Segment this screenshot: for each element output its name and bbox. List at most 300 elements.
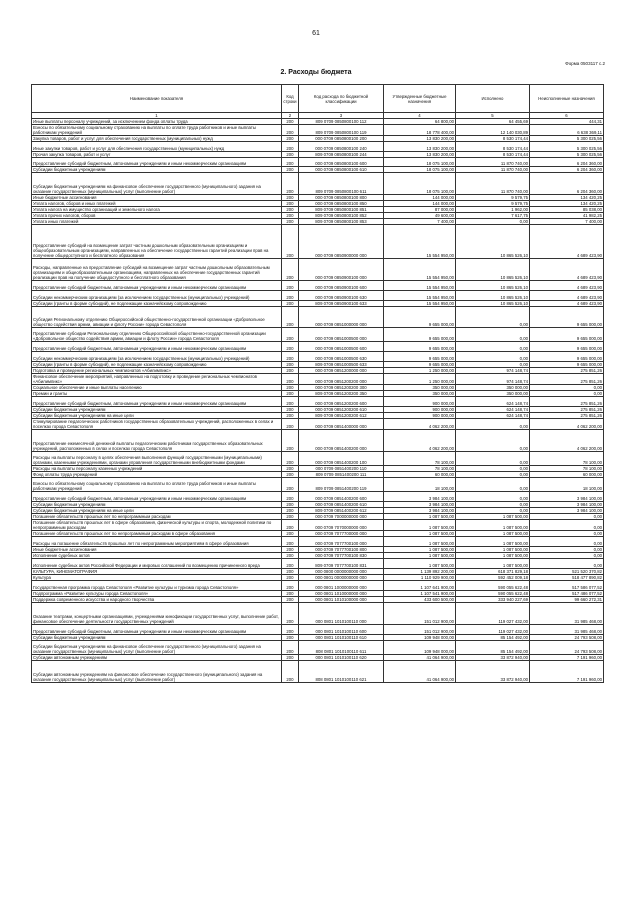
row-code: 200 xyxy=(282,419,299,430)
row-classifier: 809 0709 0851200200 612 xyxy=(299,413,384,419)
row-name: Поддержка современного искусства и народного творчества xyxy=(32,597,282,603)
row-code: 200 xyxy=(282,603,299,625)
row-classifier: 809 0709 0851200200 350 xyxy=(299,391,384,397)
row-code: 200 xyxy=(282,661,299,683)
row-approved: 87 000,00 xyxy=(384,207,456,213)
col-number: 4 xyxy=(384,113,456,119)
row-code: 200 xyxy=(282,368,299,374)
row-executed: 7 617,75 xyxy=(456,213,530,219)
row-name: Финансовое обеспечение мероприятий, направленных на подготовку и проведение региональных чемпионатов «Абилимпикс» xyxy=(32,374,282,385)
row-approved: 900 000,00 xyxy=(384,397,456,407)
row-approved: 350 000,00 xyxy=(384,385,456,391)
row-executed: 0,00 xyxy=(456,472,530,478)
table-row xyxy=(32,374,604,385)
row-remaining: 31 985 468,00 xyxy=(530,625,604,635)
table-row xyxy=(32,661,604,683)
row-remaining: 24 793 508,00 xyxy=(530,641,604,655)
row-remaining: 518 477 890,82 xyxy=(530,575,604,581)
row-name: Уплата прочих налогов, сборов xyxy=(32,213,282,219)
row-remaining: 99 660 272,31 xyxy=(530,597,604,603)
row-name: Предоставление субсидий бюджетным, автономным учреждениям и иным некоммерческим организациям xyxy=(32,342,282,352)
col-number: 1 xyxy=(32,113,282,119)
col-number: 5 xyxy=(456,113,530,119)
row-classifier: 000 0709 0850900000 000 xyxy=(299,225,384,259)
row-code: 200 xyxy=(282,514,299,520)
row-code: 200 xyxy=(282,478,299,492)
row-name: Иные бюджетные ассигнования xyxy=(32,547,282,553)
row-remaining: 7 191 960,00 xyxy=(530,655,604,661)
row-name: Премии и гранты xyxy=(32,391,282,397)
row-executed: 33 872 940,00 xyxy=(456,661,530,683)
row-code: 200 xyxy=(282,301,299,307)
row-classifier: 000 0709 7077700100 000 xyxy=(299,537,384,547)
row-classifier: 000 0709 0851000500 600 xyxy=(299,342,384,352)
row-classifier: 000 0801 1010100110 000 xyxy=(299,603,384,625)
row-remaining: 517 486 077,52 xyxy=(530,591,604,597)
row-executed: 64 455,69 xyxy=(456,119,530,125)
row-executed: 10 865 526,10 xyxy=(456,301,530,307)
row-executed: 8 530 174,44 xyxy=(456,136,530,142)
row-code: 200 xyxy=(282,575,299,581)
row-classifier: 000 0709 0850800100 610 xyxy=(299,167,384,173)
row-remaining: 0,00 xyxy=(530,514,604,520)
row-remaining: 275 851,26 xyxy=(530,368,604,374)
row-name: Субсидия Региональному отделению Общероссийской общественно-государственной организации «Добровольное общество содействия армии, авиации и флоту России» города Севастополя xyxy=(32,307,282,328)
row-approved: 15 554 950,00 xyxy=(384,291,456,301)
row-executed: 0,00 xyxy=(456,430,530,452)
row-approved: 1 110 929 900,00 xyxy=(384,575,456,581)
row-classifier: 000 0709 0850800100 240 xyxy=(299,142,384,152)
row-approved: 3 984 100,00 xyxy=(384,508,456,514)
row-executed: 0,00 xyxy=(456,352,530,362)
row-classifier: 808 0801 1010100110 621 xyxy=(299,661,384,683)
table-row xyxy=(32,142,604,152)
row-name: Иные бюджетные ассигнования xyxy=(32,195,282,201)
row-name: Субсидии бюджетным учреждениям xyxy=(32,167,282,173)
row-code: 200 xyxy=(282,492,299,502)
row-code: 200 xyxy=(282,259,299,281)
row-code: 200 xyxy=(282,655,299,661)
table-row xyxy=(32,591,604,597)
row-executed: 974 148,74 xyxy=(456,374,530,385)
row-approved: 1 107 641 900,00 xyxy=(384,581,456,591)
row-code: 200 xyxy=(282,195,299,201)
row-remaining: 5 300 025,56 xyxy=(530,136,604,142)
row-executed: 11 870 740,00 xyxy=(456,167,530,173)
row-classifier: 000 0709 0851400200 000 xyxy=(299,430,384,452)
row-name: Предоставление субсидий бюджетным, автономным учреждениям и иным некоммерческим организациям xyxy=(32,281,282,291)
table-row xyxy=(32,136,604,142)
row-approved: 151 012 900,00 xyxy=(384,625,456,635)
row-classifier: 000 0709 0850900100 600 xyxy=(299,281,384,291)
table-row xyxy=(32,368,604,374)
row-name: Погашение обязательств прошлых лет в сфере образования, физической культуры и спорта, молодежной политики по непрограммным расходам xyxy=(32,520,282,531)
row-approved: 41 064 900,00 xyxy=(384,661,456,683)
row-classifier: 000 0709 0850800100 850 xyxy=(299,201,384,207)
table-row xyxy=(32,291,604,301)
col-header-approved: Утвержденные бюджетные назначения xyxy=(384,85,456,113)
row-approved: 3 984 100,00 xyxy=(384,492,456,502)
row-name: Иные закупки товаров, работ и услуг для обеспечения государственных (муниципальных) нужд xyxy=(32,142,282,152)
row-remaining: 7 191 960,00 xyxy=(530,661,604,683)
row-approved: 1 087 500,00 xyxy=(384,520,456,531)
row-approved: 9 655 000,00 xyxy=(384,328,456,342)
row-classifier: 000 0801 1010100000 000 xyxy=(299,597,384,603)
row-code: 200 xyxy=(282,397,299,407)
row-name: Предоставление субсидий бюджетным, автономным учреждениям и иным некоммерческим организациям xyxy=(32,158,282,167)
table-row xyxy=(32,625,604,635)
row-executed: 9 579,75 xyxy=(456,195,530,201)
row-code: 200 xyxy=(282,152,299,158)
row-remaining: 9 655 000,00 xyxy=(530,352,604,362)
row-classifier: 809 0709 0851400200 612 xyxy=(299,508,384,514)
row-classifier: 000 0709 0851200200 000 xyxy=(299,374,384,385)
row-code: 200 xyxy=(282,125,299,136)
table-body xyxy=(32,119,604,683)
expenses-table xyxy=(31,84,604,683)
row-remaining: 0,00 xyxy=(530,547,604,553)
row-executed: 618 371 829,18 xyxy=(456,569,530,575)
row-code: 200 xyxy=(282,569,299,575)
row-classifier: 000 0709 0851200000 000 xyxy=(299,368,384,374)
table-row xyxy=(32,125,604,136)
row-approved: 1 250 000,00 xyxy=(384,374,456,385)
row-name: Предоставление субсидий бюджетным, автономным учреждениям и иным некоммерческим организациям xyxy=(32,397,282,407)
row-remaining: 275 851,26 xyxy=(530,374,604,385)
row-remaining: 9 655 000,00 xyxy=(530,342,604,352)
row-remaining: 6 204 360,00 xyxy=(530,158,604,167)
row-executed: 0,00 xyxy=(456,452,530,466)
row-classifier: 000 0709 0851400200 100 xyxy=(299,452,384,466)
row-name: Субсидии бюджетным учреждениям на иные цели xyxy=(32,508,282,514)
row-executed: 1 087 500,00 xyxy=(456,553,530,559)
row-name: Подготовка и проведение региональных чемпионатов «Абилимпикс» xyxy=(32,368,282,374)
row-executed: 11 870 740,00 xyxy=(456,173,530,195)
table-row xyxy=(32,413,604,419)
row-code: 200 xyxy=(282,502,299,508)
row-approved: 15 554 950,00 xyxy=(384,259,456,281)
row-classifier: 000 0709 0851000500 630 xyxy=(299,352,384,362)
row-name: Субсидии бюджетным учреждениям на финансовое обеспечение государственного (муниципального) задания на оказание государственных (муниципальных) услуг (выполнение работ) xyxy=(32,641,282,655)
row-remaining: 0,00 xyxy=(530,531,604,537)
row-name: Уплата налогов, сборов и иных платежей xyxy=(32,201,282,207)
row-approved: 64 800,00 xyxy=(384,119,456,125)
row-approved: 13 830 200,00 xyxy=(384,152,456,158)
row-executed: 350 000,00 xyxy=(456,391,530,397)
row-executed: 0,00 xyxy=(456,307,530,328)
row-approved: 13 830 200,00 xyxy=(384,136,456,142)
section-title: 2. Расходы бюджета xyxy=(280,69,352,76)
table-row xyxy=(32,559,604,569)
row-approved: 60 000,00 xyxy=(384,472,456,478)
row-approved: 144 000,00 xyxy=(384,195,456,201)
row-remaining: 3 984 100,00 xyxy=(530,508,604,514)
row-name: Предоставление субсидий на возмещение затрат частным дошкольным образовательным организациям и общеобразовательным организациям, направленных на обеспечение государственных гарантий реализации прав на получение общедоступного и бесплатного образования xyxy=(32,225,282,259)
row-classifier: 000 0709 0851400200 610 xyxy=(299,502,384,508)
row-classifier: 809 0709 0850900100 633 xyxy=(299,301,384,307)
table-row xyxy=(32,342,604,352)
row-executed: 0,00 xyxy=(456,362,530,368)
row-remaining: 85 038,00 xyxy=(530,207,604,213)
row-name: Субсидии (гранты в форме субсидий), не подлежащие казначейскому сопровождению xyxy=(32,362,282,368)
row-remaining: 18 100,00 xyxy=(530,478,604,492)
row-code: 200 xyxy=(282,352,299,362)
row-remaining: 4 689 423,90 xyxy=(530,281,604,291)
row-classifier: 000 0709 0851400200 600 xyxy=(299,492,384,502)
col-header-code: Код строки xyxy=(282,85,299,113)
row-code: 200 xyxy=(282,167,299,173)
row-name: Подпрограмма «Развитие культуры города Севастополя» xyxy=(32,591,282,597)
row-classifier: 000 0801 1010100110 620 xyxy=(299,655,384,661)
row-classifier: 000 0709 0851000500 000 xyxy=(299,328,384,342)
row-remaining: 9 655 000,00 xyxy=(530,328,604,342)
header-row xyxy=(32,85,604,113)
table-row xyxy=(32,397,604,407)
row-classifier: 000 0709 7070000000 000 xyxy=(299,520,384,531)
row-classifier: 809 0709 0851400200 111 xyxy=(299,472,384,478)
row-approved: 9 655 000,00 xyxy=(384,352,456,362)
row-approved: 1 107 541 900,00 xyxy=(384,591,456,597)
row-remaining: 444,31 xyxy=(530,119,604,125)
expenses-table-container xyxy=(31,84,603,683)
row-classifier: 000 0709 0850900100 630 xyxy=(299,291,384,301)
row-code: 200 xyxy=(282,641,299,655)
row-remaining: 3 984 100,00 xyxy=(530,492,604,502)
row-approved: 18 100,00 xyxy=(384,478,456,492)
row-name: Стимулирование педагогических работников государственных образовательных учреждений, расположенных в селах и поселках города Севастополя xyxy=(32,419,282,430)
row-approved: 41 064 900,00 xyxy=(384,655,456,661)
row-approved: 18 075 100,00 xyxy=(384,158,456,167)
row-code: 200 xyxy=(282,207,299,213)
row-code: 200 xyxy=(282,391,299,397)
row-code: 200 xyxy=(282,508,299,514)
row-name: Социальное обеспечение и иные выплаты населению xyxy=(32,385,282,391)
row-remaining: 0,00 xyxy=(530,520,604,531)
row-classifier: 809 0709 0850800100 112 xyxy=(299,119,384,125)
row-executed: 10 865 526,10 xyxy=(456,291,530,301)
row-classifier: 809 0709 0850800100 119 xyxy=(299,125,384,136)
row-name: Субсидии бюджетным учреждениям xyxy=(32,502,282,508)
row-name: Субсидии (гранты в форме субсидий), не подлежащие казначейскому сопровождению xyxy=(32,301,282,307)
row-classifier: 000 0709 0850800100 600 xyxy=(299,158,384,167)
table-row xyxy=(32,385,604,391)
row-executed: 11 870 740,00 xyxy=(456,158,530,167)
row-name: Фонд оплаты труда учреждений xyxy=(32,472,282,478)
row-name: Уплата налога на имущество организаций и земельного налога xyxy=(32,207,282,213)
row-remaining: 275 851,26 xyxy=(530,397,604,407)
col-header-classifier: Код расхода по бюджетной классификации xyxy=(299,85,384,113)
row-remaining: 517 586 077,52 xyxy=(530,581,604,591)
table-row xyxy=(32,641,604,655)
row-code: 200 xyxy=(282,362,299,368)
row-remaining: 24 793 508,00 xyxy=(530,635,604,641)
row-code: 200 xyxy=(282,136,299,142)
row-code: 200 xyxy=(282,591,299,597)
row-approved: 9 655 000,00 xyxy=(384,307,456,328)
row-name: Уплата иных платежей xyxy=(32,219,282,225)
row-executed: 12 140 030,89 xyxy=(456,125,530,136)
row-name: Расходы на выплаты персоналу в целях обеспечения выполнения функций государственными (муниципальными) органами, казенными учреждениями, органами управления государственными внебюджетными фондами xyxy=(32,452,282,466)
table-row xyxy=(32,597,604,603)
table-row xyxy=(32,301,604,307)
row-approved: 1 087 500,00 xyxy=(384,531,456,537)
row-code: 200 xyxy=(282,142,299,152)
row-classifier: 000 0709 0851200200 300 xyxy=(299,385,384,391)
row-name: КУЛЬТУРА, КИНЕМАТОГРАФИЯ xyxy=(32,569,282,575)
row-code: 200 xyxy=(282,374,299,385)
row-code: 200 xyxy=(282,559,299,569)
row-approved: 13 830 200,00 xyxy=(384,142,456,152)
row-name: Погашение обязательств прошлых лет по непрограммным расходам в сфере образования xyxy=(32,531,282,537)
row-executed: 0,00 xyxy=(456,478,530,492)
row-executed: 33 872 940,00 xyxy=(456,655,530,661)
row-name: Прочая закупка товаров, работ и услуг xyxy=(32,152,282,158)
row-remaining: 521 520 370,82 xyxy=(530,569,604,575)
row-code: 200 xyxy=(282,466,299,472)
row-remaining: 134 420,25 xyxy=(530,195,604,201)
row-approved: 4 062 200,00 xyxy=(384,430,456,452)
row-classifier: 000 0709 7077700100 830 xyxy=(299,553,384,559)
row-approved: 1 087 500,00 xyxy=(384,514,456,520)
row-name: Предоставление ежемесячной денежной выплаты педагогическим работникам государственных образовательных учреждений, расположенных в селах и поселках города Севастополя xyxy=(32,430,282,452)
row-name: Субсидии бюджетным учреждениям на иные цели xyxy=(32,413,282,419)
row-executed: 0,00 xyxy=(456,328,530,342)
table-row xyxy=(32,520,604,531)
table-row xyxy=(32,419,604,430)
table-row xyxy=(32,430,604,452)
row-approved: 1 087 500,00 xyxy=(384,537,456,547)
row-executed: 8 530 174,44 xyxy=(456,152,530,158)
row-classifier: 000 0801 1010000000 000 xyxy=(299,591,384,597)
row-classifier: 000 0709 0851200200 600 xyxy=(299,397,384,407)
row-remaining: 6 204 360,00 xyxy=(530,173,604,195)
row-remaining: 6 638 369,11 xyxy=(530,125,604,136)
row-code: 200 xyxy=(282,553,299,559)
row-approved: 900 000,00 xyxy=(384,407,456,413)
row-approved: 18 075 100,00 xyxy=(384,173,456,195)
row-code: 200 xyxy=(282,547,299,553)
row-code: 200 xyxy=(282,385,299,391)
row-remaining: 4 689 423,90 xyxy=(530,259,604,281)
row-code: 200 xyxy=(282,328,299,342)
col-number: 2 xyxy=(282,113,299,119)
table-row xyxy=(32,492,604,502)
row-approved: 15 554 950,00 xyxy=(384,301,456,307)
table-row xyxy=(32,603,604,625)
row-classifier: 809 0709 0851000500 633 xyxy=(299,362,384,368)
row-approved: 433 600 500,00 xyxy=(384,597,456,603)
row-classifier: 809 0709 0851400200 119 xyxy=(299,478,384,492)
row-code: 200 xyxy=(282,413,299,419)
col-header-executed: Исполнено xyxy=(456,85,530,113)
row-remaining: 3 984 100,00 xyxy=(530,502,604,508)
row-executed: 119 027 432,00 xyxy=(456,625,530,635)
row-remaining: 78 100,00 xyxy=(530,452,604,466)
row-code: 200 xyxy=(282,452,299,466)
col-header-name: Наименование показателя xyxy=(32,85,282,113)
row-approved: 1 087 500,00 xyxy=(384,553,456,559)
row-name: Государственная программа города Севастополя «Развитие культуры и туризма города Севастополя» xyxy=(32,581,282,591)
row-code: 200 xyxy=(282,158,299,167)
row-classifier: 000 0800 0000000000 000 xyxy=(299,569,384,575)
row-code: 200 xyxy=(282,173,299,195)
row-name: Субсидии бюджетным учреждениям xyxy=(32,407,282,413)
row-approved: 15 554 950,00 xyxy=(384,281,456,291)
row-remaining: 134 420,25 xyxy=(530,201,604,207)
row-name: Субсидии бюджетным учреждениям xyxy=(32,635,282,641)
row-remaining: 31 985 468,00 xyxy=(530,603,604,625)
row-code: 200 xyxy=(282,635,299,641)
row-approved: 15 554 950,00 xyxy=(384,225,456,259)
row-code: 200 xyxy=(282,430,299,452)
row-approved: 49 600,00 xyxy=(384,213,456,219)
row-executed: 350 000,00 xyxy=(456,385,530,391)
row-classifier: 809 0709 0850800100 852 xyxy=(299,213,384,219)
row-name: Закупка товаров, работ и услуг для обеспечения государственных (муниципальных) нужд xyxy=(32,136,282,142)
row-remaining: 4 689 423,90 xyxy=(530,301,604,307)
row-remaining: 0,00 xyxy=(530,391,604,397)
row-approved: 144 000,00 xyxy=(384,201,456,207)
row-remaining: 5 300 025,56 xyxy=(530,152,604,158)
row-executed: 1 087 500,00 xyxy=(456,514,530,520)
row-name: Субсидии автономным учреждениям xyxy=(32,655,282,661)
table-row xyxy=(32,478,604,492)
row-remaining: 0,00 xyxy=(530,559,604,569)
row-name: Предоставление субсидий бюджетным, автономным учреждениям и иным некоммерческим организациям xyxy=(32,625,282,635)
row-code: 200 xyxy=(282,119,299,125)
row-executed: 592 452 009,18 xyxy=(456,575,530,581)
row-remaining: 60 000,00 xyxy=(530,472,604,478)
row-classifier: 000 0709 0851400000 000 xyxy=(299,419,384,430)
row-remaining: 78 100,00 xyxy=(530,466,604,472)
row-remaining: 5 300 025,56 xyxy=(530,142,604,152)
row-classifier: 000 0709 0850900100 000 xyxy=(299,259,384,281)
row-approved: 1 250 000,00 xyxy=(384,368,456,374)
row-name: Предоставление субсидий бюджетным, автономным учреждениям и иным некоммерческим организациям xyxy=(32,492,282,502)
row-code: 200 xyxy=(282,201,299,207)
row-classifier: 000 0709 7000000000 000 xyxy=(299,514,384,520)
table-row xyxy=(32,328,604,342)
row-approved: 1 087 500,00 xyxy=(384,559,456,569)
row-classifier: 000 0709 0851000000 000 xyxy=(299,307,384,328)
row-code: 200 xyxy=(282,342,299,352)
table-row xyxy=(32,531,604,537)
row-executed: 1 087 500,00 xyxy=(456,531,530,537)
row-code: 200 xyxy=(282,219,299,225)
row-name: Исполнение судебных актов xyxy=(32,553,282,559)
row-approved: 1 139 892 200,00 xyxy=(384,569,456,575)
row-approved: 3 984 100,00 xyxy=(384,502,456,508)
row-code: 200 xyxy=(282,281,299,291)
row-approved: 109 948 000,00 xyxy=(384,641,456,655)
row-executed: 85 154 492,00 xyxy=(456,641,530,655)
row-executed: 974 148,74 xyxy=(456,368,530,374)
row-code: 200 xyxy=(282,581,299,591)
form-label: Форма 0503117 с.2 xyxy=(565,61,605,66)
row-name: Взносы по обязательному социальному страхованию на выплаты по оплате труда работников и иные выплаты работникам учреждений xyxy=(32,125,282,136)
row-name: Взносы по обязательному социальному страхованию на выплаты по оплате труда работников и иные выплаты работникам учреждений xyxy=(32,478,282,492)
row-classifier: 000 0709 0851200200 610 xyxy=(299,407,384,413)
row-executed: 0,00 xyxy=(456,219,530,225)
row-classifier: 000 0709 0851400200 110 xyxy=(299,466,384,472)
row-approved: 18 778 400,00 xyxy=(384,125,456,136)
row-remaining: 4 062 200,00 xyxy=(530,430,604,452)
row-classifier: 809 0709 0850800100 611 xyxy=(299,173,384,195)
row-executed: 10 865 526,10 xyxy=(456,225,530,259)
row-name: Расходы, направленные на предоставление субсидий на возмещение затрат частным дошкольным образовательным организациям и общеобразовательным организациям, направленных на обеспечение государственных гарантий реализации прав на получение общедоступного и бесплатного образования xyxy=(32,259,282,281)
row-approved: 109 948 000,00 xyxy=(384,635,456,641)
row-name: Расходы на выплаты персоналу казенных учреждений xyxy=(32,466,282,472)
